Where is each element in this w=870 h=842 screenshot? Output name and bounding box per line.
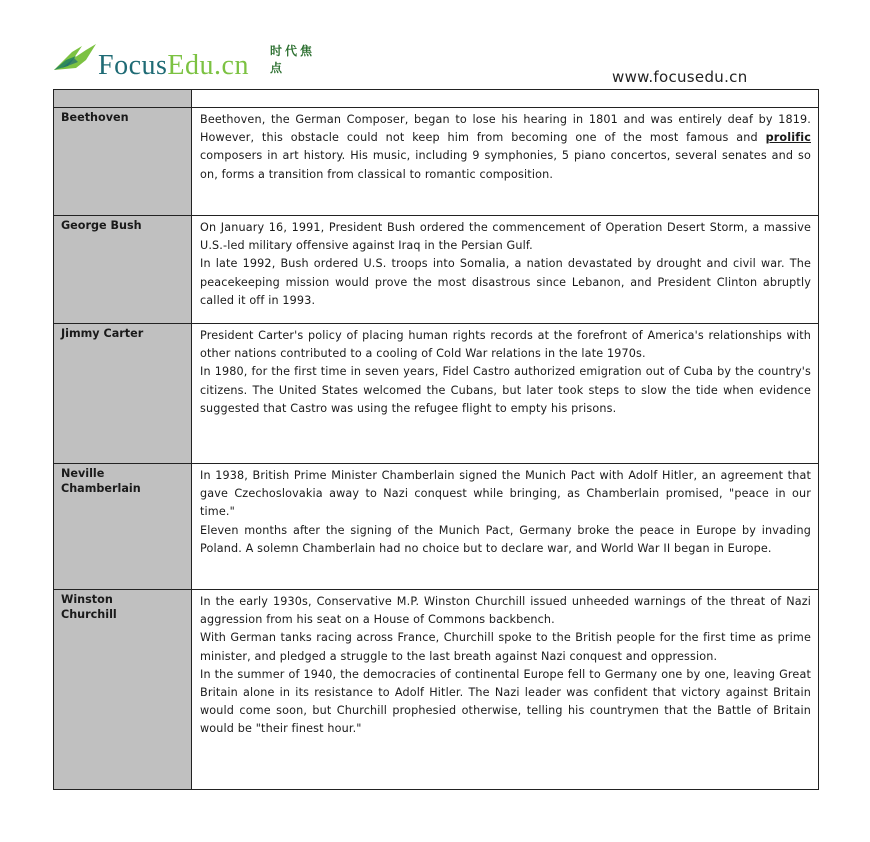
table-header-row [54,90,819,108]
underlined-word: prolific [765,131,811,145]
logo-focus: Focus [98,50,168,81]
table-row [54,108,819,216]
text-span: composers in art history. His music, including 9 symphonies, 5 piano concertos, several senates and so on, forms a transition from classical to romantic composition. [200,149,811,181]
person-name-cell [54,464,192,590]
leaf-logo-icon [52,42,104,74]
person-name-cell [54,590,192,790]
person-name-cell [54,108,192,216]
description-paragraph: In 1938, British Prime Minister Chamberlain signed the Munich Pact with Adolf Hitler, an agreement that gave Czechoslovakia away to Nazi conquest while bringing, as Chamberlain promised, "peace in our time." [200,469,811,519]
logo-chinese-text: 时代焦点 [270,44,316,75]
person-name: George Bush [61,219,142,232]
focusedu-logo [52,40,322,85]
description-paragraph: In 1980, for the first time in seven years, Fidel Castro authorized emigration out of Cuba by the country's citizens. The United States welcomed the Cubans, but later took steps to slow the tide when evidence suggested that Castro was using the refugee flight to empty his prisons. [200,365,811,415]
person-name: Neville Chamberlain [61,467,141,495]
person-name-cell [54,216,192,324]
person-desc-cell [192,108,819,216]
table-row [54,324,819,464]
description-paragraph: With German tanks racing across France, Churchill spoke to the British people for the first time as prime minister, and pledged a struggle to the last breath against Nazi conquest and oppression. [200,631,811,663]
logo-edu: Edu.cn [167,50,249,81]
description-paragraph: Eleven months after the signing of the Munich Pact, Germany broke the peace in Europe by invading Poland. A solemn Chamberlain had no choice but to declare war, and World War II began in Europe. [200,523,811,555]
description-paragraph: President Carter's policy of placing human rights records at the forefront of America's relationships with other nations contributed to a cooling of Cold War relations in the late 1970s. [200,329,811,361]
person-desc-cell [192,464,819,590]
person-name: Beethoven [61,111,129,124]
description-paragraph: On January 16, 1991, President Bush ordered the commencement of Operation Desert Storm, a massive U.S.-led military offensive against Iraq in the Persian Gulf. [200,221,811,253]
people-table [53,89,819,790]
person-name: Jimmy Carter [61,327,144,340]
site-url[interactable]: www.focusedu.cn [612,68,748,86]
person-desc-cell [192,216,819,324]
description-paragraph [200,111,811,184]
blank-name-cell [54,90,192,108]
person-name-cell [54,324,192,464]
logo-wordmark [98,50,249,82]
person-desc-cell [192,590,819,790]
table-row [54,590,819,790]
description-paragraph: In the early 1930s, Conservative M.P. Winston Churchill issued unheeded warnings of the threat of Nazi aggression from his seat on a House of Commons backbench. [200,595,811,627]
page-header [0,0,870,90]
table-row [54,216,819,324]
person-desc-cell [192,324,819,464]
person-name: Winston Churchill [61,593,117,621]
description-paragraph: In the summer of 1940, the democracies of continental Europe fell to Germany one by one, leaving Great Britain alone in its resistance to Adolf Hitler. The Nazi leader was confident that victory against Britain would come soon, but Churchill prophesied otherwise, telling his countrymen that the Battle of Britain would be "their finest hour." [200,667,811,736]
text-span: Beethoven, the German Composer, began to lose his hearing in 1801 and was entirely deaf by 1819. However, this obstacle could not keep him from becoming one of the most famous and [200,113,811,145]
description-paragraph: In late 1992, Bush ordered U.S. troops into Somalia, a nation devastated by drought and civil war. The peacekeeping mission would prove the most disastrous since Lebanon, and President Clinton abruptly called it off in 1993. [200,257,811,307]
blank-desc-cell [192,90,819,108]
table-row [54,464,819,590]
